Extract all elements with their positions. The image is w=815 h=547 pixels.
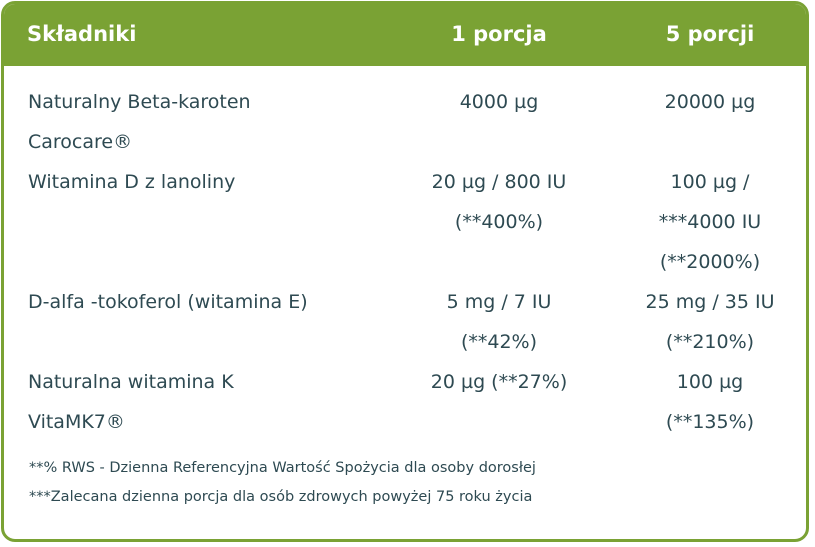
one-serving-value: [399, 82, 599, 122]
footnote-rws: **% RWS - Dzienna Referencyjna Wartość Spożycia dla osoby dorosłej: [29, 460, 536, 476]
five-servings-value: [610, 82, 809, 122]
value-line: (**400%): [454, 211, 544, 233]
value-line: 20 µg (**27%): [430, 371, 568, 393]
ingredient-name: [28, 282, 398, 322]
value-line: 25 mg / 35 IU: [645, 291, 775, 313]
five-servings-value: [610, 162, 809, 282]
value-line: 20000 µg: [664, 91, 756, 113]
value-line: (**210%): [665, 331, 755, 353]
five-servings-value: [610, 282, 809, 362]
value-line: 100 µg: [676, 371, 744, 393]
one-serving-value: [399, 162, 599, 242]
footnotes: [29, 454, 536, 512]
ingredient-name: [28, 82, 398, 162]
one-serving-value: [399, 282, 599, 362]
value-line: 100 µg /: [670, 171, 750, 193]
ingredient-name-line: Witamina D z lanoliny: [28, 171, 236, 193]
value-line: 5 mg / 7 IU: [446, 291, 552, 313]
value-line: 20 µg / 800 IU: [431, 171, 567, 193]
ingredient-name-line: Naturalna witamina K: [28, 371, 234, 393]
one-serving-value: [399, 362, 599, 402]
footnote-recommended-dose: ***Zalecana dzienna porcja dla osób zdrowych powyżej 75 roku życia: [29, 489, 533, 505]
table-header: [4, 4, 806, 66]
header-ingredients: Składniki: [27, 22, 137, 46]
value-line: (**2000%): [659, 251, 761, 273]
value-line: (**42%): [460, 331, 538, 353]
value-line: (**135%): [665, 411, 755, 433]
ingredient-name: [28, 362, 398, 442]
ingredient-name-line: Naturalny Beta-karoten: [28, 91, 251, 113]
nutrition-table: [1, 1, 809, 542]
value-line: 4000 µg: [459, 91, 539, 113]
ingredient-name-line: D-alfa -tokoferol (witamina E): [28, 291, 308, 313]
ingredient-name-line: Carocare®: [28, 131, 133, 153]
value-line: ***4000 IU: [658, 211, 762, 233]
five-servings-value: [610, 362, 809, 442]
ingredient-name: [28, 162, 398, 202]
ingredient-name-line: VitaMK7®: [28, 411, 125, 433]
header-five-servings: 5 porcji: [665, 22, 755, 46]
header-one-serving: 1 porcja: [451, 22, 547, 46]
